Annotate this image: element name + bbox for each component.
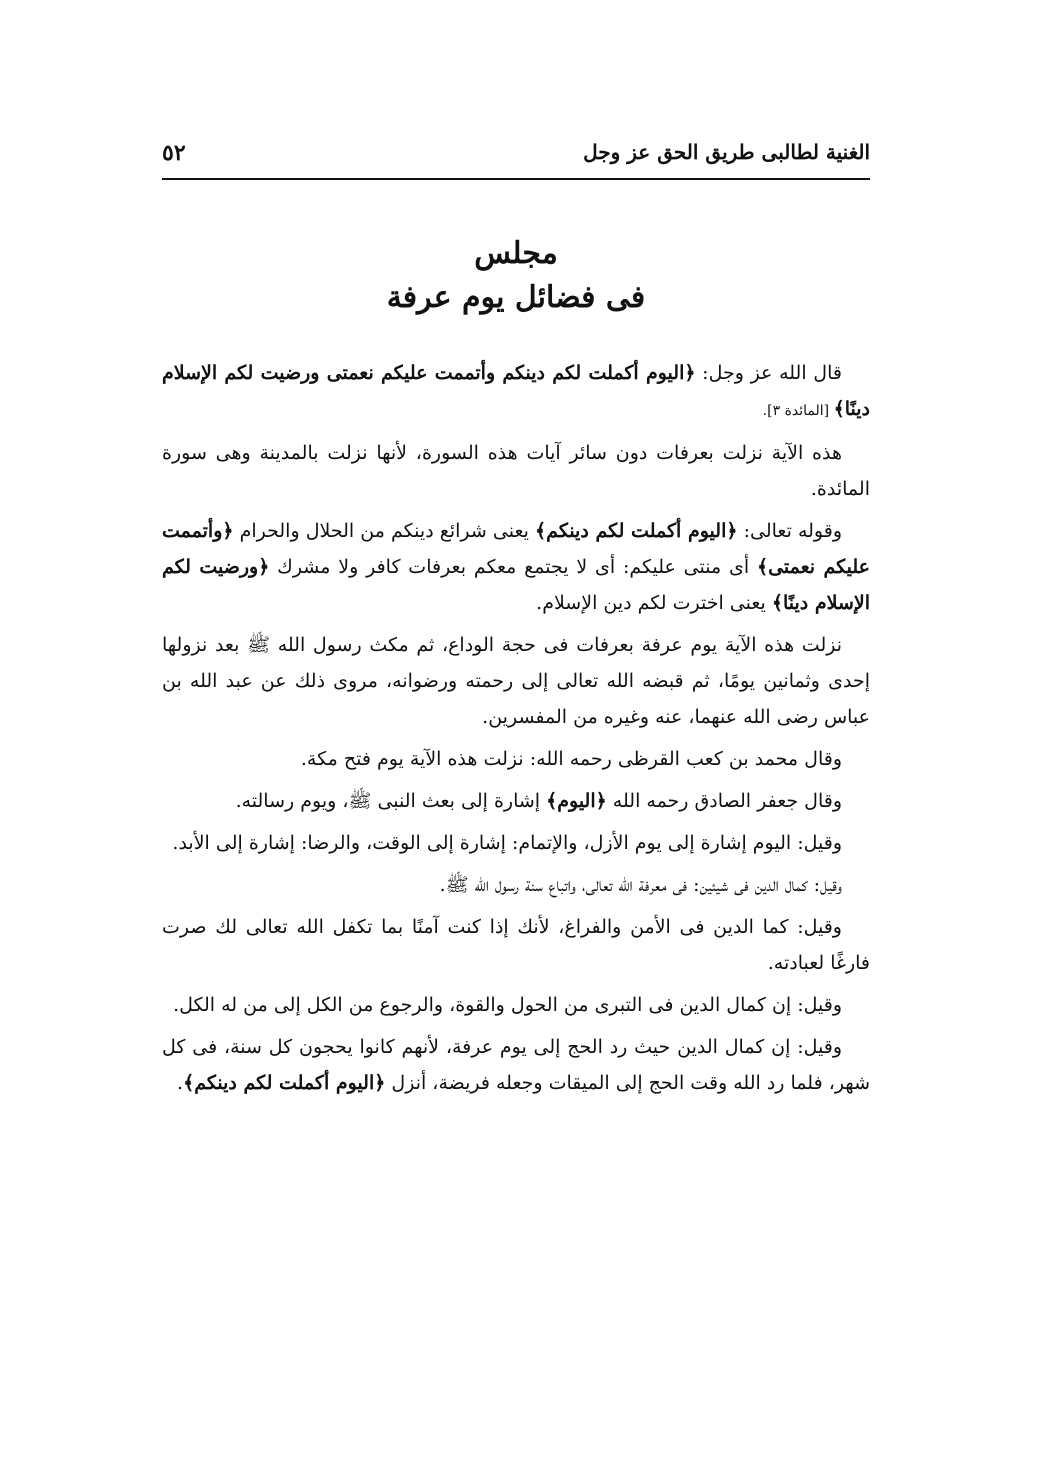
text-span: قال الله عز وجل:	[695, 362, 842, 384]
paragraph: وقيل: إن كمال الدين فى التبرى من الحول والقوة، والرجوع من الكل إلى من له الكل.	[173, 994, 842, 1016]
book-title: الغنية لطالبى طريق الحق عز وجل	[583, 140, 870, 164]
text-span: إشارة إلى بعث النبى ﷺ، ويوم رسالته.	[235, 790, 547, 812]
header-divider	[162, 178, 870, 180]
text-span: وقوله تعالى:	[737, 520, 843, 542]
paragraph: وقيل: كمال الدين فى شيئين: فى معرفة الله تعالى، واتباع سنة رسول الله ﷺ.	[439, 874, 842, 896]
text-span: يعنى اخترت لكم دين الإسلام.	[536, 592, 772, 614]
body-text	[162, 355, 870, 1107]
quran-verse: ﴿وأتممت عليكم نعمتى﴾	[162, 520, 870, 578]
paragraph: هذه الآية نزلت بعرفات دون سائر آيات هذه السورة، لأنها نزلت بالمدينة وهى سورة المائدة.	[162, 442, 870, 500]
verse-reference: [المائدة ٣].	[762, 403, 834, 419]
paragraph	[162, 783, 870, 819]
paragraph	[162, 1029, 870, 1101]
running-header	[162, 138, 870, 172]
text-span: وقال جعفر الصادق رحمه الله	[606, 790, 842, 812]
paragraph: نزلت هذه الآية يوم عرفة بعرفات فى حجة الوداع، ثم مكث رسول الله ﷺ بعد نزولها إحدى وثمانين يومًا، ثم قبضه الله تعالى إلى رحمته ورضوانه، مروى ذلك عن عبد الله بن عباس رضى الله عنهما، عنه وغيره من المفسرين.	[162, 634, 870, 728]
text-span: أى منتى عليكم: أى لا يجتمع معكم بعرفات كافر ولا مشرك	[269, 556, 757, 578]
page-number: ٥٢	[162, 140, 186, 166]
chapter-subtitle: فى فضائل يوم عرفة	[386, 280, 646, 315]
chapter-title: مجلس	[474, 236, 558, 271]
paragraph	[162, 355, 870, 429]
paragraph: وقيل: كما الدين فى الأمن والفراغ، لأنك إذا كنت آمنًا بما تكفل الله تعالى لك صرت فارغًا لعبادته.	[162, 916, 870, 974]
quran-verse: ﴿اليوم أكملت لكم دينكم وأتممت عليكم نعمتى ورضيت لكم الإسلام دينًا﴾	[162, 362, 870, 420]
quran-verse: ﴿اليوم أكملت لكم دينكم﴾	[535, 520, 738, 542]
quran-verse: ﴿ورضيت لكم الإسلام دينًا﴾	[162, 556, 870, 614]
paragraph: وقال محمد بن كعب القرظى رحمه الله: نزلت هذه الآية يوم فتح مكة.	[300, 748, 842, 770]
quran-verse: ﴿اليوم﴾	[546, 790, 607, 812]
paragraph	[162, 513, 870, 621]
paragraph: وقيل: اليوم إشارة إلى يوم الأزل، والإتمام: إشارة إلى الوقت، والرضا: إشارة إلى الأبد.	[172, 832, 842, 854]
quran-verse: ﴿اليوم أكملت لكم دينكم﴾	[183, 1072, 386, 1094]
text-span: .	[177, 1072, 184, 1094]
text-span: يعنى شرائع دينكم من الحلال والحرام	[233, 520, 536, 542]
text-span: وقيل: إن كمال الدين حيث رد الحج إلى يوم عرفة، لأنهم كانوا يحجون كل سنة، فى كل شهر، فلما رد الله وقت الحج إلى الميقات وجعله فريضة، أنزل	[162, 1036, 870, 1094]
